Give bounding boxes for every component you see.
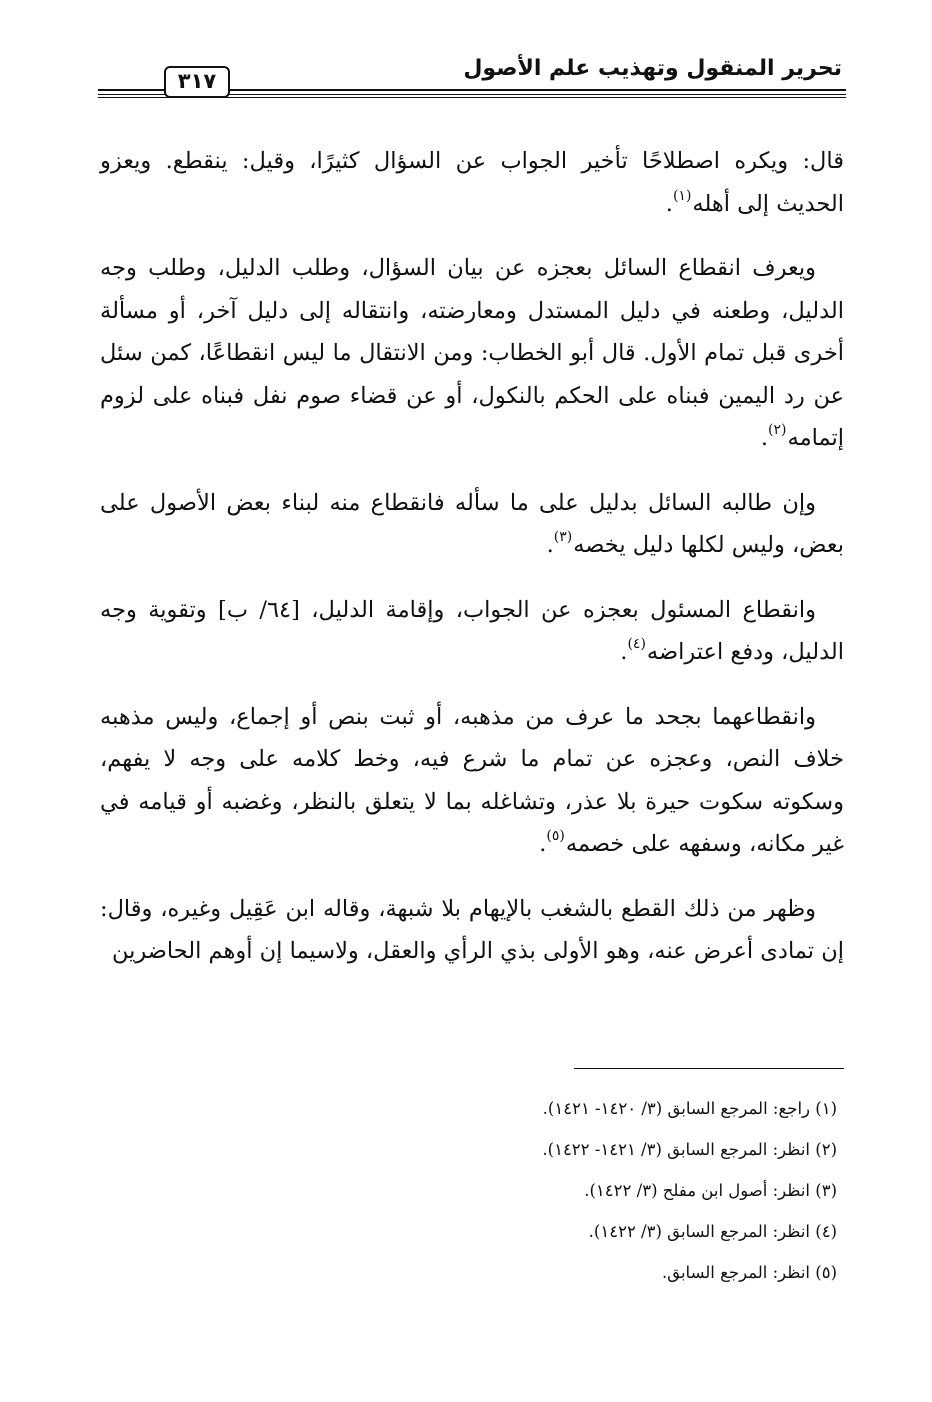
paragraph — [100, 247, 844, 460]
footnote: (٥) انظر: المرجع السابق. — [661, 1263, 837, 1282]
paragraph-end: . — [665, 190, 673, 217]
footnote: (٣) انظر: أصول ابن مفلح (٣/ ١٤٢٢). — [584, 1181, 837, 1200]
main-text — [100, 140, 844, 997]
footnotes — [337, 1088, 837, 1293]
paragraph — [100, 140, 844, 225]
paragraph-end: . — [760, 425, 769, 451]
footnote: (٢) انظر: المرجع السابق (٣/ ١٤٢١- ١٤٢٢). — [542, 1140, 837, 1159]
footnote-reference[interactable]: (١) — [672, 187, 692, 204]
paragraph-end: . — [620, 639, 628, 665]
footnote-reference[interactable]: (٤) — [627, 636, 646, 652]
paragraph — [100, 696, 844, 866]
footnote-reference[interactable]: (٥) — [546, 828, 565, 844]
paragraph-text: وإن طالبه السائل بدليل على ما سأله فانقطاع منه لبناء بعض الأصول على بعض، وليس لكلها دليل يخصه — [100, 489, 844, 558]
paragraph-text: وظهر من ذلك القطع بالشغب بالإيهام بلا شبهة، وقاله ابن عَقِيل وغيره، وقال: إن تمادى أعرض عنه، وهو الأولى بذي الرأي والعقل، ولاسيما إن أوهم الحاضرين — [100, 895, 844, 964]
footnote-separator — [574, 1068, 844, 1069]
paragraph — [100, 888, 844, 973]
paragraph — [100, 482, 844, 567]
footnote-reference[interactable]: (٣) — [553, 529, 573, 545]
footnote: (١) راجع: المرجع السابق (٣/ ١٤٢٠- ١٤٢١). — [542, 1099, 837, 1118]
book-title: تحرير المنقول وتهذيب علم الأصول — [463, 56, 842, 81]
paragraph — [100, 589, 844, 674]
page-number: ٣١٧ — [164, 66, 230, 98]
paragraph-end: . — [539, 831, 547, 857]
footnote-reference[interactable]: (٢) — [768, 422, 787, 438]
paragraph-text: قال: ويكره اصطلاحًا تأخير الجواب عن السؤال كثيرًا، وقيل: ينقطع. ويعزو الحديث إلى أهله — [100, 148, 844, 217]
paragraph-text: ويعرف انقطاع السائل بعجزه عن بيان السؤال، وطلب الدليل، وطلب وجه الدليل، وطعنه في دليل المستدل ومعارضته، وانتقاله إلى دليل آخر، أو مسألة أخرى قبل تمام الأول. قال أبو الخطاب: ومن الانتقال ما ليس انقطاعًا، كمن سئل عن رد اليمين فبناه على الحكم بالنكول، أو عن قضاء صوم نفل فبناه على لزوم إتمامه — [100, 255, 844, 451]
paragraph-text: وانقطاع المسئول بعجزه عن الجواب، وإقامة الدليل، [٦٤/ ب] وتقوية وجه الدليل، ودفع اعتراضه — [100, 596, 844, 665]
paragraph-text: وانقطاعهما بجحد ما عرف من مذهبه، أو ثبت بنص أو إجماع، وليس مذهبه خلاف النص، وعجزه عن تمام ما شرع فيه، وخط كلامه على وجه لا يفهم، وسكوته سكوت حيرة بلا عذر، وتشاغله بما لا يتعلق بالنظر، وغضبه أو قيامه في غير مكانه، وسفهه على خصمه — [100, 703, 844, 857]
running-header — [98, 50, 846, 102]
paragraph-end: . — [546, 532, 554, 558]
footnote: (٤) انظر: المرجع السابق (٣/ ١٤٢٢). — [588, 1222, 837, 1241]
